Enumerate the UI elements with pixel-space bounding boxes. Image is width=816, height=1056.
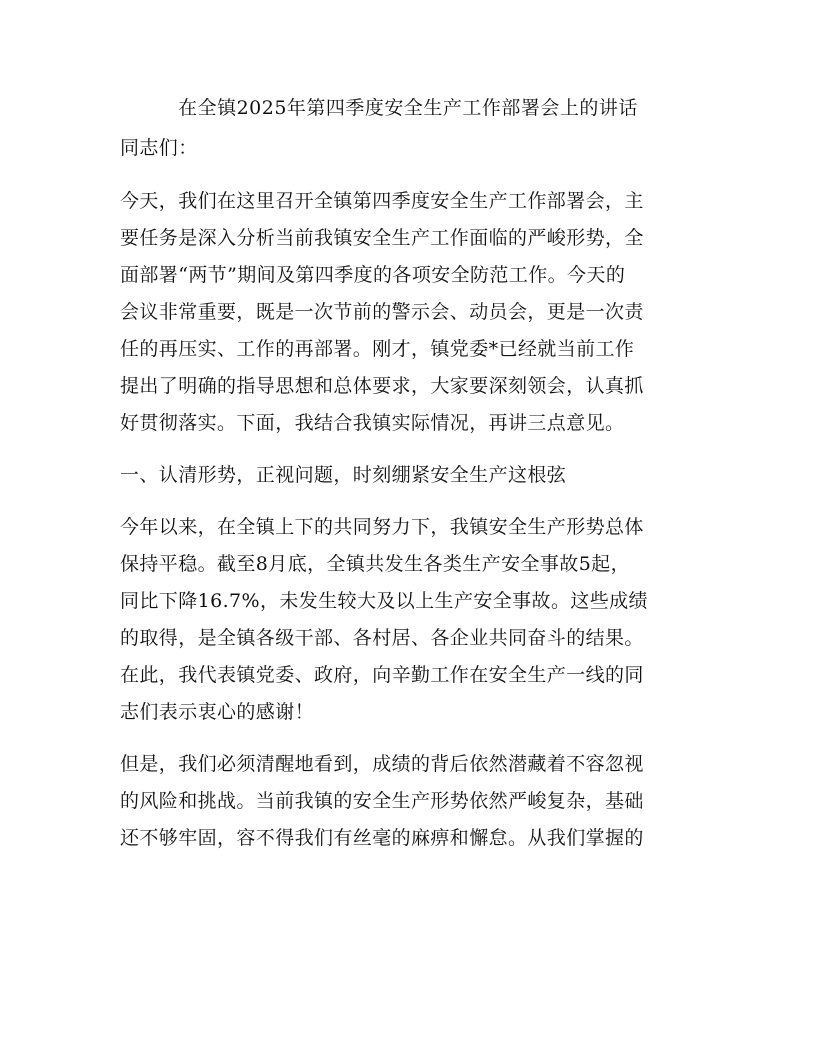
paragraph-line: 但是，我们必须清醒地看到，成绩的背后依然潜藏着不容忽视 [120,753,644,775]
section-heading-text: 一、认清形势，正视问题，时刻绷紧安全生产这根弦 [120,464,567,486]
paragraph-line: 任的再压实、工作的再部署。刚才，镇党委*已经就当前工作 [120,338,635,360]
paragraph-line: 今年以来，在全镇上下的共同努力下，我镇安全生产形势总体 [120,516,644,538]
paragraph-line: 提出了明确的指导思想和总体要求，大家要深刻领会，认真抓 [120,375,644,397]
document-body [120,88,696,872]
paragraph-line: 好贯彻落实。下面，我结合我镇实际情况，再讲三点意见。 [120,412,625,434]
section-heading-1 [120,457,696,494]
paragraph-risks [120,746,696,857]
paragraph-intro [120,183,696,442]
paragraph-line: 的取得，是全镇各级干部、各村居、各企业共同奋斗的结果。 [120,627,644,649]
paragraph-line: 还不够牢固，容不得我们有丝毫的麻痹和懈怠。从我们掌握的 [120,827,644,849]
paragraph-line: 同比下降16.7%，未发生较大及以上生产安全事故。这些成绩 [120,590,648,612]
paragraph-line: 今天，我们在这里召开全镇第四季度安全生产工作部署会，主 [120,190,644,212]
paragraph-line: 面部署“两节”期间及第四季度的各项安全防范工作。今天的 [120,264,626,286]
greeting: 同志们： [120,137,198,159]
paragraph-achievements [120,509,696,731]
paragraph-line: 的风险和挑战。当前我镇的安全生产形势依然严峻复杂，基础 [120,790,644,812]
document-title: 在全镇2025年第四季度安全生产工作部署会上的讲话 [178,97,638,119]
paragraph-line: 在此，我代表镇党委、政府，向辛勤工作在安全生产一线的同 [120,664,644,686]
paragraph-line: 志们表示衷心的感谢！ [120,701,315,723]
paragraph-line: 保持平稳。截至8月底，全镇共发生各类生产安全事故5起， [120,553,630,575]
paragraph-line: 会议非常重要，既是一次节前的警示会、动员会，更是一次责 [120,301,644,323]
paragraph-line: 要任务是深入分析当前我镇安全生产工作面临的严峻形势，全 [120,227,644,249]
